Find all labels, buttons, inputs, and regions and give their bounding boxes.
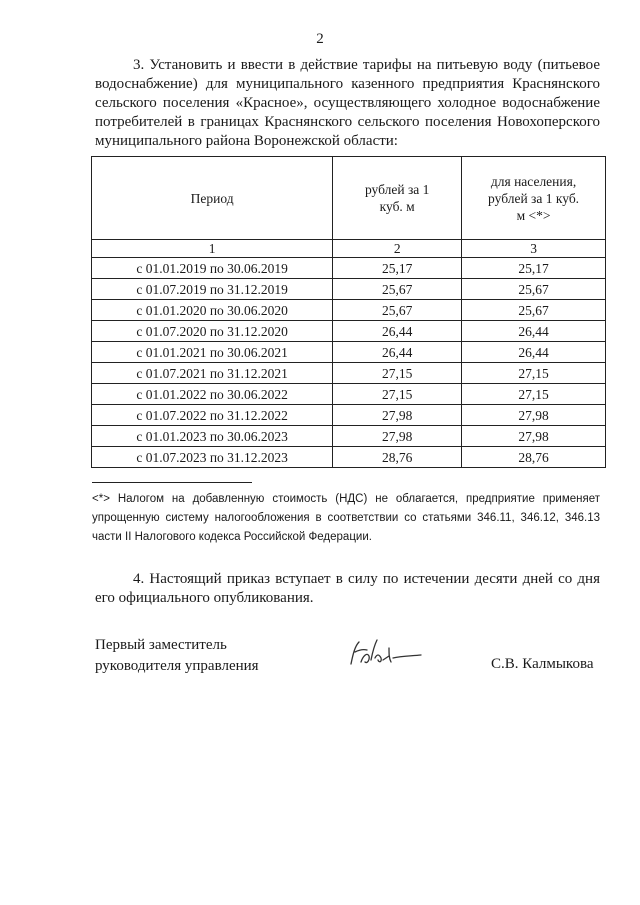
period-cell: с 01.01.2019 по 30.06.2019 <box>92 258 333 279</box>
page-number: 2 <box>316 31 324 47</box>
column-number: 2 <box>333 240 462 258</box>
population-rate-cell: 27,15 <box>462 384 606 405</box>
period-cell: с 01.01.2021 по 30.06.2021 <box>92 342 333 363</box>
footnote-divider <box>92 482 252 483</box>
period-cell: с 01.07.2020 по 31.12.2020 <box>92 321 333 342</box>
population-rate-cell: 26,44 <box>462 321 606 342</box>
table-row <box>92 342 606 363</box>
paragraph-3: 3. Установить и ввести в действие тарифы на питьевую воду (питьевое водоснабжение) для муниципального казенного предприятия Краснянского сельского поселения «Красное», осуществляющего холодное водоснабжение потребителей в границах Краснянского сельского поселения Новохоперского муниципального района Воронежской области: <box>95 57 600 149</box>
paragraph-4: 4. Настоящий приказ вступает в силу по истечении десяти дней со дня его официального опубликования. <box>95 571 600 606</box>
handwritten-signature <box>345 636 425 670</box>
table-row <box>92 279 606 300</box>
rate-cell: 26,44 <box>333 321 462 342</box>
header-population-rate: для населения, рублей за 1 куб. м <*> <box>462 157 606 240</box>
period-cell: с 01.01.2020 по 30.06.2020 <box>92 300 333 321</box>
header-rub-per-m3: рублей за 1 куб. м <box>333 157 462 240</box>
period-cell: с 01.07.2023 по 31.12.2023 <box>92 447 333 468</box>
rate-cell: 27,15 <box>333 384 462 405</box>
table-row <box>92 447 606 468</box>
rate-cell: 28,76 <box>333 447 462 468</box>
table-row <box>92 321 606 342</box>
period-cell: с 01.07.2021 по 31.12.2021 <box>92 363 333 384</box>
table-row <box>92 384 606 405</box>
population-rate-cell: 28,76 <box>462 447 606 468</box>
table-row <box>92 258 606 279</box>
population-rate-cell: 26,44 <box>462 342 606 363</box>
rate-cell: 25,67 <box>333 300 462 321</box>
column-number-row <box>92 240 606 258</box>
rate-cell: 26,44 <box>333 342 462 363</box>
period-cell: с 01.01.2023 по 30.06.2023 <box>92 426 333 447</box>
population-rate-cell: 27,15 <box>462 363 606 384</box>
population-rate-cell: 25,67 <box>462 300 606 321</box>
signer-title-line: руководителя управления <box>95 658 259 674</box>
footnote: <*> Налогом на добавленную стоимость (НДС) не облагается, предприятие применяет упрощенную систему налогообложения в соответствии со статьями 346.11, 346.12, 346.13 части II Налогового кодекса Российской Федерации. <box>92 493 600 543</box>
period-cell: с 01.07.2019 по 31.12.2019 <box>92 279 333 300</box>
signer-name: С.В. Калмыкова <box>491 656 594 672</box>
population-rate-cell: 25,67 <box>462 279 606 300</box>
rate-cell: 27,15 <box>333 363 462 384</box>
column-number: 1 <box>92 240 333 258</box>
table-row <box>92 363 606 384</box>
population-rate-cell: 27,98 <box>462 405 606 426</box>
population-rate-cell: 25,17 <box>462 258 606 279</box>
period-cell: с 01.07.2022 по 31.12.2022 <box>92 405 333 426</box>
tariff-table <box>91 156 606 468</box>
rate-cell: 25,67 <box>333 279 462 300</box>
table-row <box>92 300 606 321</box>
signer-title-line: Первый заместитель <box>95 637 227 653</box>
population-rate-cell: 27,98 <box>462 426 606 447</box>
period-cell: с 01.01.2022 по 30.06.2022 <box>92 384 333 405</box>
rate-cell: 27,98 <box>333 426 462 447</box>
table-row <box>92 426 606 447</box>
table-header-row <box>92 157 606 240</box>
signer-title <box>95 635 259 677</box>
column-number: 3 <box>462 240 606 258</box>
table-row <box>92 405 606 426</box>
rate-cell: 25,17 <box>333 258 462 279</box>
rate-cell: 27,98 <box>333 405 462 426</box>
header-period: Период <box>92 157 333 240</box>
